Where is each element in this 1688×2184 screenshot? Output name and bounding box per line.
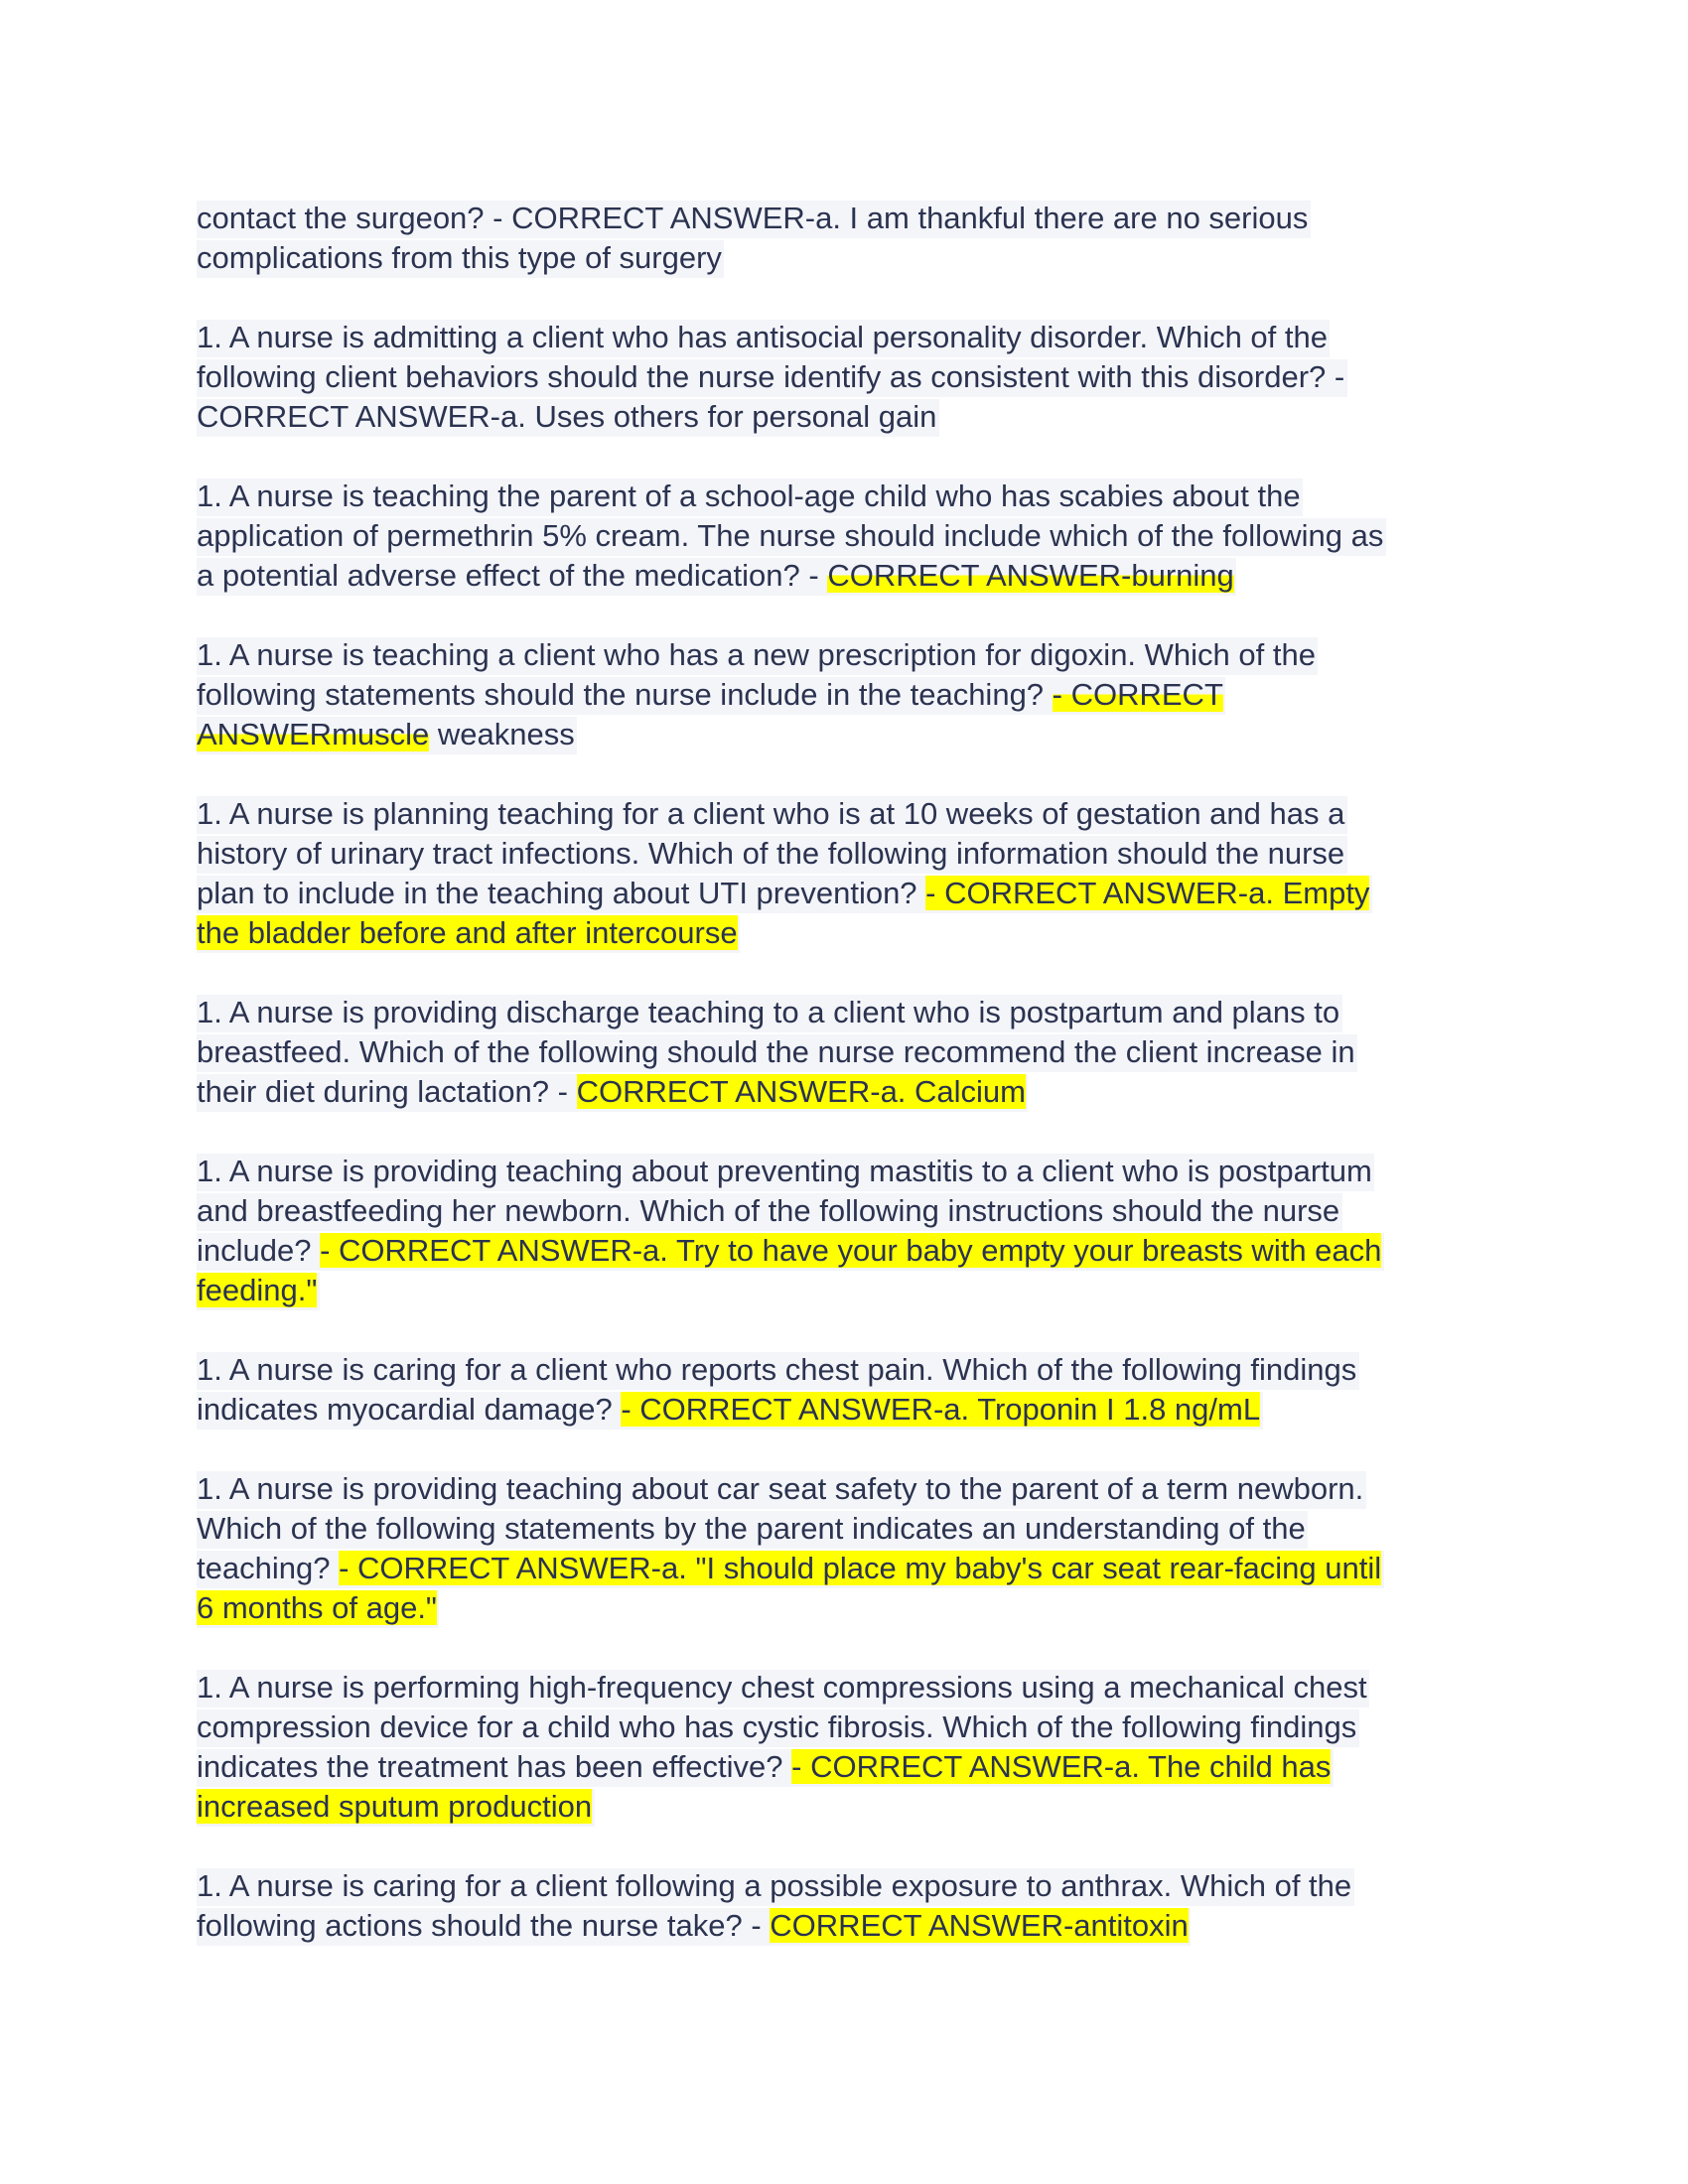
question-text: 1. A nurse is providing teaching about preventing mastitis to a client who is postpartum bbox=[197, 1154, 1372, 1188]
question-text: following statements should the nurse include in the teaching? bbox=[197, 677, 1053, 712]
text-line bbox=[197, 1509, 1507, 1549]
answer-highlight: - CORRECT ANSWER-a. Try to have your baby empty your breasts with each bbox=[320, 1233, 1382, 1268]
question-text: teaching? bbox=[197, 1551, 340, 1585]
qa-block bbox=[197, 635, 1507, 754]
question-text: their diet during lactation? - bbox=[197, 1074, 577, 1109]
text-line bbox=[197, 1191, 1507, 1231]
question-text: complications from this type of surgery bbox=[197, 240, 722, 275]
text-line bbox=[197, 1032, 1507, 1072]
text-line bbox=[197, 1072, 1507, 1112]
text-line bbox=[197, 516, 1507, 556]
text-line bbox=[197, 1707, 1507, 1747]
answer-highlight: 6 months of age." bbox=[197, 1590, 437, 1625]
answer-highlight: increased sputum production bbox=[197, 1789, 593, 1824]
question-text: history of urinary tract infections. Which of the following information should the nurse bbox=[197, 836, 1345, 871]
text-line bbox=[197, 1747, 1507, 1787]
question-text: compression device for a child who has cystic fibrosis. Which of the following findings bbox=[197, 1709, 1357, 1744]
qa-block-continuation bbox=[197, 199, 1507, 278]
text-line bbox=[197, 477, 1507, 516]
question-text: a potential adverse effect of the medication? - bbox=[197, 558, 828, 593]
question-text: indicates the treatment has been effective? bbox=[197, 1749, 792, 1784]
answer-highlight: - CORRECT ANSWER-a. "I should place my baby's car seat rear-facing until bbox=[339, 1551, 1382, 1585]
qa-block bbox=[197, 477, 1507, 596]
text-line bbox=[197, 1866, 1507, 1906]
qa-block bbox=[197, 318, 1507, 437]
question-text: Which of the following statements by the parent indicates an understanding of the bbox=[197, 1511, 1306, 1546]
question-text: weakness bbox=[429, 717, 575, 751]
question-text: 1. A nurse is teaching the parent of a school-age child who has scabies about the bbox=[197, 478, 1301, 513]
text-line bbox=[197, 834, 1507, 874]
question-text: 1. A nurse is teaching a client who has a new prescription for digoxin. Which of the bbox=[197, 637, 1316, 672]
text-line bbox=[197, 993, 1507, 1032]
text-line bbox=[197, 199, 1507, 238]
question-text: contact the surgeon? - CORRECT ANSWER-a. I am thankful there are no serious bbox=[197, 201, 1309, 235]
answer-highlight: - CORRECT ANSWER-a. Troponin I 1.8 ng/mL bbox=[621, 1392, 1261, 1427]
question-text: 1. A nurse is admitting a client who has antisocial personality disorder. Which of the bbox=[197, 320, 1328, 354]
answer-highlight: feeding." bbox=[197, 1273, 318, 1307]
text-line bbox=[197, 556, 1507, 596]
text-line bbox=[197, 1588, 1507, 1628]
qa-block bbox=[197, 1469, 1507, 1628]
question-text: plan to include in the teaching about UTI prevention? bbox=[197, 876, 926, 910]
question-text: 1. A nurse is planning teaching for a client who is at 10 weeks of gestation and has a bbox=[197, 796, 1345, 831]
text-line bbox=[197, 1668, 1507, 1707]
text-line bbox=[197, 715, 1507, 754]
qa-block bbox=[197, 794, 1507, 953]
answer-highlight: CORRECT ANSWER-a. Calcium bbox=[576, 1074, 1026, 1109]
answer-highlight: - CORRECT ANSWER-a. The child has bbox=[791, 1749, 1332, 1784]
answer-highlight: the bladder before and after intercourse bbox=[197, 915, 738, 950]
text-line bbox=[197, 874, 1507, 913]
qa-block bbox=[197, 1668, 1507, 1827]
answer-highlight: - CORRECT bbox=[1052, 677, 1223, 712]
text-line bbox=[197, 1787, 1507, 1827]
answer-highlight: CORRECT ANSWER-burning bbox=[827, 558, 1234, 593]
text-line bbox=[197, 1549, 1507, 1588]
answer-highlight: - CORRECT ANSWER-a. Empty bbox=[925, 876, 1370, 910]
text-line bbox=[197, 357, 1507, 397]
text-line bbox=[197, 318, 1507, 357]
text-line bbox=[197, 913, 1507, 953]
qa-block bbox=[197, 1350, 1507, 1430]
text-line bbox=[197, 1469, 1507, 1509]
question-text: application of permethrin 5% cream. The nurse should include which of the following as bbox=[197, 518, 1384, 553]
text-line bbox=[197, 1152, 1507, 1191]
question-text: 1. A nurse is caring for a client following a possible exposure to anthrax. Which of the bbox=[197, 1868, 1352, 1903]
question-text: and breastfeeding her newborn. Which of the following instructions should the nurse bbox=[197, 1193, 1340, 1228]
text-line bbox=[197, 238, 1507, 278]
text-line bbox=[197, 1906, 1507, 1946]
question-text: 1. A nurse is providing teaching about car seat safety to the parent of a term newborn. bbox=[197, 1471, 1364, 1506]
text-line bbox=[197, 1271, 1507, 1310]
question-text: indicates myocardial damage? bbox=[197, 1392, 622, 1427]
text-line bbox=[197, 1231, 1507, 1271]
text-line bbox=[197, 635, 1507, 675]
question-text: following client behaviors should the nurse identify as consistent with this disorder? - bbox=[197, 359, 1345, 394]
question-text: 1. A nurse is caring for a client who reports chest pain. Which of the following findings bbox=[197, 1352, 1357, 1387]
text-line bbox=[197, 794, 1507, 834]
qa-block bbox=[197, 1152, 1507, 1310]
answer-highlight: ANSWERmuscle bbox=[197, 717, 430, 751]
qa-block bbox=[197, 1866, 1507, 1946]
text-line bbox=[197, 1390, 1507, 1430]
question-text: breastfeed. Which of the following should the nurse recommend the client increase in bbox=[197, 1034, 1355, 1069]
question-text: 1. A nurse is providing discharge teaching to a client who is postpartum and plans to bbox=[197, 995, 1340, 1029]
text-line bbox=[197, 1350, 1507, 1390]
question-text: 1. A nurse is performing high-frequency chest compressions using a mechanical chest bbox=[197, 1670, 1367, 1705]
answer-highlight: CORRECT ANSWER-antitoxin bbox=[770, 1908, 1189, 1943]
question-text: CORRECT ANSWER-a. Uses others for personal gain bbox=[197, 399, 937, 434]
question-text: following actions should the nurse take? - bbox=[197, 1908, 771, 1943]
text-line bbox=[197, 675, 1507, 715]
question-text: include? bbox=[197, 1233, 321, 1268]
text-line bbox=[197, 397, 1507, 437]
qa-block bbox=[197, 993, 1507, 1112]
